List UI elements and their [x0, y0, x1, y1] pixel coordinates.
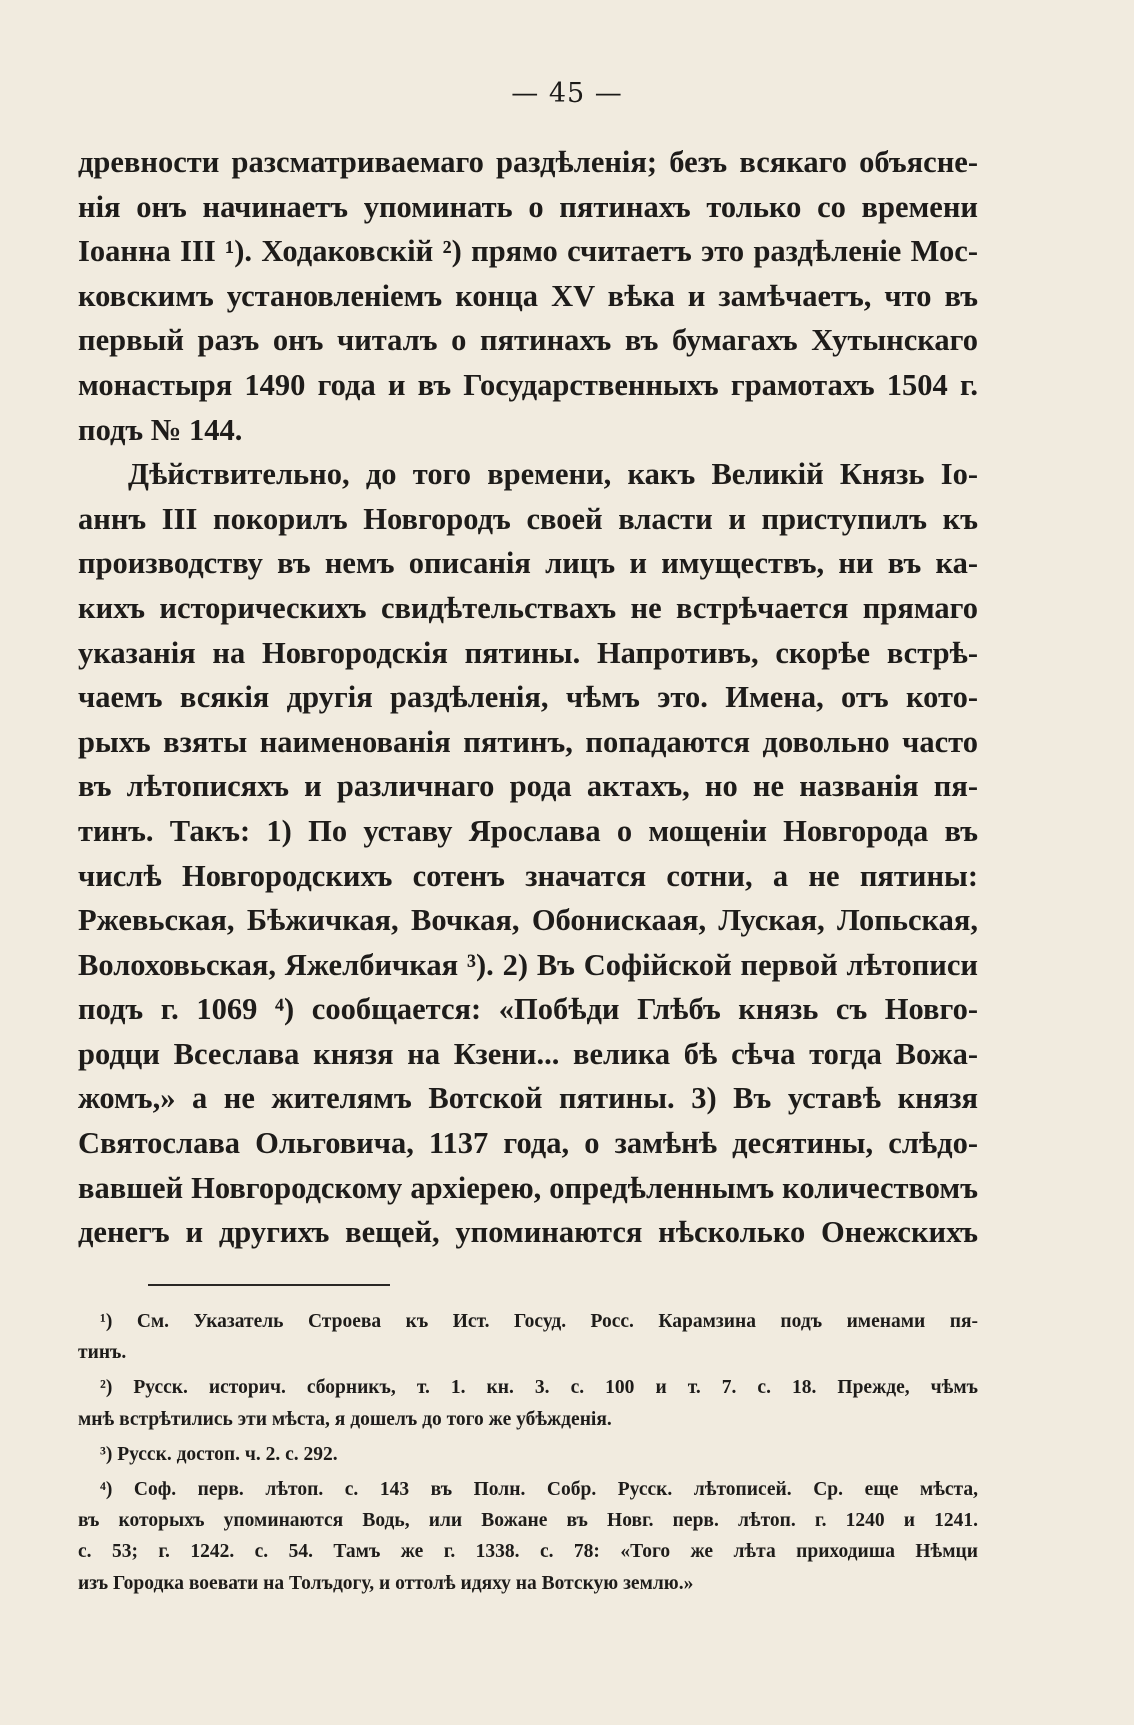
text-line: числѣ Новгородскихъ сотенъ значатся сотни, а не пятины:: [78, 858, 978, 893]
footnote-line: мнѣ встрѣтились эти мѣста, я дошелъ до того же убѣжденія.: [78, 1408, 612, 1430]
text-line: нія онъ начинаетъ упоминать о пятинахъ только со времени: [78, 189, 978, 224]
text-line: рыхъ взяты наименованія пятинъ, попадаются довольно часто: [78, 724, 978, 759]
text-line: подъ г. 1069 ⁴) сообщается: «Побѣди Глѣбъ князь съ Новго-: [78, 992, 978, 1027]
text-line: монастыря 1490 года и въ Государственныхъ грамотахъ 1504 г.: [78, 367, 978, 402]
footnote-line: тинъ.: [78, 1342, 127, 1364]
text-line: аннъ III покорилъ Новгородъ своей власти и приступилъ къ: [78, 501, 978, 536]
text-line: подъ № 144.: [78, 412, 243, 447]
text-line: первый разъ онъ читалъ о пятинахъ въ бумагахъ Хутынскаго: [78, 323, 978, 358]
text-line: денегъ и другихъ вещей, упоминаются нѣсколько Онежскихъ: [78, 1215, 978, 1250]
text-line: жомъ,» а не жителямъ Вотской пятины. 3) Въ уставѣ князя: [78, 1081, 978, 1116]
footnote-line: ¹) См. Указатель Строева къ Ист. Госуд. Росс. Карамзина подъ именами пя-: [100, 1311, 978, 1332]
text-line: ковскимъ установленіемъ конца XV вѣка и замѣчаетъ, что въ: [78, 278, 978, 313]
text-line: указанія на Новгородскія пятины. Напротивъ, скорѣе встрѣ-: [78, 635, 978, 670]
text-line: Волоховьская, Яжелбичкая ³). 2) Въ Софійской первой лѣтописи: [78, 947, 978, 982]
text-line: кихъ историческихъ свидѣтельствахъ не встрѣчается прямаго: [78, 590, 978, 625]
text-line: чаемъ всякія другія раздѣленія, чѣмъ это. Имена, отъ кото-: [78, 680, 978, 715]
text-line: вавшей Новгородскому архіерею, опредѣленнымъ количествомъ: [78, 1170, 978, 1205]
text-line: Дѣйствительно, до того времени, какъ Великій Князь Іо-: [128, 457, 978, 492]
footnote-separator: [148, 1284, 390, 1286]
footnote-line: изъ Городка воевати на Толъдогу, и оттолѣ идяху на Вотскую землю.»: [78, 1572, 694, 1594]
text-line: Ржевьская, Бѣжичкая, Вочкая, Обонискаая, Луская, Лопьская,: [78, 903, 978, 938]
footnote: [78, 1306, 978, 1368]
text-line: въ лѣтописяхъ и различнаго рода актахъ, но не названія пя-: [78, 769, 978, 804]
text-line: родци Всеслава князя на Кзени... велика бѣ сѣча тогда Вожа-: [78, 1036, 978, 1071]
footnote: [78, 1439, 978, 1470]
footnotes: [78, 1306, 978, 1599]
footnote: [78, 1474, 978, 1599]
footnote-line: ³) Русск. достоп. ч. 2. с. 292.: [100, 1443, 338, 1465]
page-number: — 45 —: [511, 78, 623, 109]
main-text: [78, 140, 978, 1255]
footnote-line: въ которыхъ упоминаются Водь, или Вожане въ Новг. перв. лѣтоп. г. 1240 и 1241.: [78, 1510, 978, 1532]
footnote-line: ²) Русск. историч. сборникъ, т. 1. кн. 3. с. 100 и т. 7. с. 18. Прежде, чѣмъ: [100, 1377, 978, 1399]
footnote-line: ⁴) Соф. перв. лѣтоп. с. 143 въ Полн. Собр. Русск. лѣтописей. Ср. еще мѣста,: [100, 1478, 978, 1500]
text-line: древности разсматриваемаго раздѣленія; безъ всякаго объясне-: [78, 145, 978, 179]
text-line: производству въ немъ описанія лицъ и имуществъ, ни въ ка-: [78, 546, 978, 581]
footnote-line: с. 53; г. 1242. с. 54. Тамъ же г. 1338. с. 78: «Того же лѣта приходиша Нѣмци: [78, 1541, 978, 1563]
text-line: Святослава Ольговича, 1137 года, о замѣнѣ десятины, слѣдо-: [78, 1126, 978, 1161]
footnote: [78, 1372, 978, 1434]
text-line: Іоанна III ¹). Ходаковскій ²) прямо считаетъ это раздѣленіе Мос-: [78, 234, 978, 269]
text-line: тинъ. Такъ: 1) По уставу Ярослава о мощеніи Новгорода въ: [78, 813, 978, 848]
